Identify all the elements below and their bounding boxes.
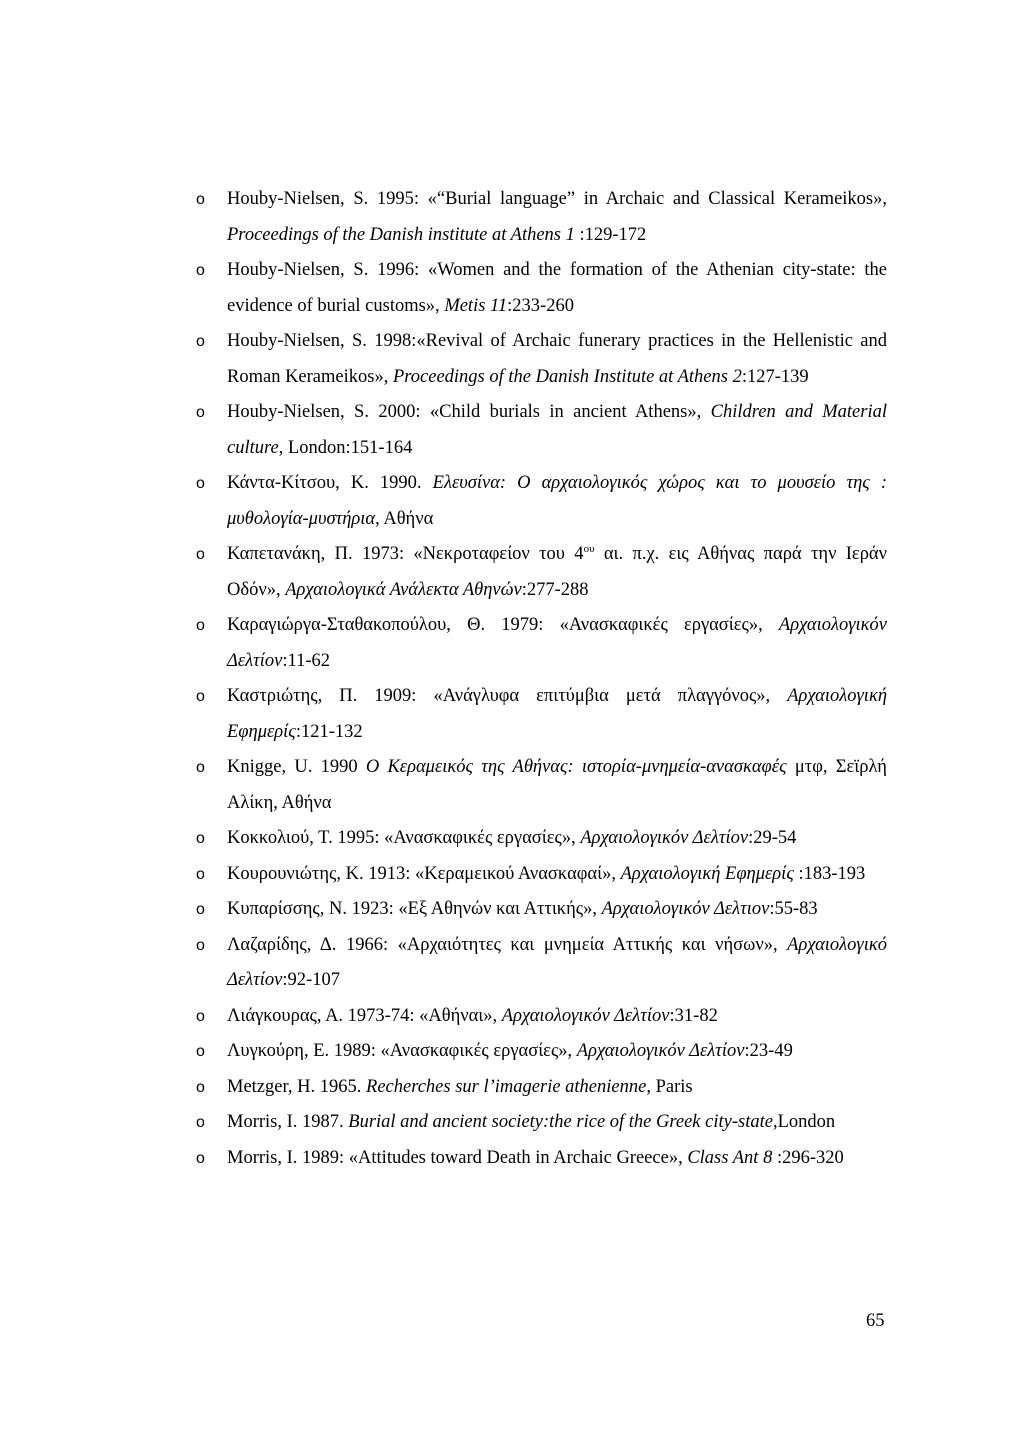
entry-text: μτφ, Σεϊρλή Αλίκη, Αθήνα xyxy=(227,757,887,813)
entry-text: Morris, I. 1989: «Attitudes toward Death in Archaic Greece», xyxy=(227,1147,688,1168)
bullet-icon: o xyxy=(196,546,205,563)
entry-text: :183-193 xyxy=(793,863,866,884)
entry-text: Λαζαρίδης, Δ. 1966: «Αρχαιότητες και μνημεία Αττικής και νήσων», xyxy=(227,934,788,955)
bullet-icon: o xyxy=(196,617,205,634)
entry-text: Houby-Nielsen, S. 2000: «Child burials in ancient Athens», xyxy=(227,402,711,422)
entry-text: :23-49 xyxy=(744,1041,793,1061)
bullet-icon: o xyxy=(196,1078,205,1096)
entry-text: Metzger, H. 1965. xyxy=(227,1076,367,1097)
bullet-icon: o xyxy=(196,1149,205,1167)
bullet-icon: o xyxy=(196,1043,205,1060)
entry-title-italic: Αρχαιολογικόν Δελτίον xyxy=(501,1005,670,1026)
bullet-icon: o xyxy=(196,191,205,208)
entry-text: Morris, I. 1987. xyxy=(227,1112,349,1132)
entry-text: Λυγκούρη, Ε. 1989: «Ανασκαφικές εργασίες», xyxy=(227,1041,577,1061)
entry-text: :121-132 xyxy=(295,721,363,742)
entry-text: Καστριώτης, Π. 1909: «Ανάγλυφα επιτύμβια μετά πλαγγόνος», xyxy=(227,686,788,706)
bibliography-entry xyxy=(0,679,887,750)
bibliography-entry xyxy=(0,892,887,928)
entry-text: Κουρουνιώτης, Κ. 1913: «Κεραμεικού Ανασκαφαί», xyxy=(227,863,621,884)
entry-text: :29-54 xyxy=(748,828,797,848)
entry-title-italic: Αρχαιολογικόν Δελτίον xyxy=(576,1041,745,1061)
entry-text: Κυπαρίσσης, Ν. 1923: «Εξ Αθηνών και Αττικής», xyxy=(227,899,602,919)
bibliography-entry xyxy=(0,1141,887,1177)
page-number: 65 xyxy=(866,1311,885,1331)
entry-title-italic: Proceedings of the Danish Institute at Athens 2 xyxy=(392,366,742,387)
bullet-icon: o xyxy=(196,333,205,350)
bibliography-entry xyxy=(0,395,887,466)
entry-title-italic: Αρχαιολογική Εφημερίς xyxy=(227,686,887,742)
entry-text: :233-260 xyxy=(507,295,574,316)
bibliography-list xyxy=(0,182,1024,1176)
bullet-icon: o xyxy=(196,262,205,279)
entry-text: Houby-Nielsen, S. 1998:«Revival of Archaic funerary practices in the Hellenistic and Roman Kerameikos», xyxy=(227,331,887,387)
bibliography-entry xyxy=(0,324,887,395)
bibliography-entry xyxy=(0,928,887,999)
entry-superscript: ου xyxy=(583,543,595,555)
entry-title-italic: Αρχαιολογικόν Δελτιον xyxy=(601,899,770,919)
entry-title-italic: Burial and ancient society:the rice of the Greek city-state xyxy=(348,1112,773,1132)
entry-text: , Paris xyxy=(646,1076,693,1097)
bullet-icon: o xyxy=(196,475,205,492)
bibliography-entry xyxy=(0,1034,887,1070)
entry-title-italic: Ο Κεραμεικός της Αθήνας: ιστορία-μνημεία-ανασκαφές xyxy=(365,757,787,777)
entry-text: Καραγιώργα-Σταθακοπούλου, Θ. 1979: «Ανασκαφικές εργασίες», xyxy=(227,615,779,635)
bibliography-entry xyxy=(0,857,887,893)
entry-title-italic: Metis 11 xyxy=(444,295,508,316)
entry-text: Houby-Nielsen, S. 1995: «“Burial language” in Archaic and Classical Kerameikos», xyxy=(227,189,887,209)
bibliography-entry xyxy=(0,1070,887,1106)
bullet-icon: o xyxy=(196,830,205,847)
bibliography-entry xyxy=(0,182,887,253)
entry-title-italic: Ελευσίνα: Ο αρχαιολογικός χώρος και το μουσείο της : μυθολογία-μυστήρια xyxy=(227,473,887,529)
bullet-icon: o xyxy=(196,865,205,883)
entry-title-italic: Αρχαιολογικά Ανάλεκτα Αθηνών xyxy=(285,579,522,600)
entry-text: Λιάγκουρας, Α. 1973-74: «Αθήναι», xyxy=(227,1005,502,1026)
bibliography-entry xyxy=(0,537,887,608)
entry-title-italic: Proceedings of the Danish institute at Athens 1 xyxy=(227,224,575,245)
entry-text: Houby-Nielsen, S. 1996: «Women and the formation of the Athenian city-state: the evidence of burial customs», xyxy=(227,260,887,316)
bullet-icon: o xyxy=(196,936,205,954)
bibliography-entry xyxy=(0,821,887,857)
bullet-icon: o xyxy=(196,404,205,421)
entry-title-italic: Recherches sur l’imagerie athenienne xyxy=(366,1076,647,1097)
bullet-icon: o xyxy=(196,688,205,705)
bullet-icon: o xyxy=(196,1114,205,1131)
entry-text: :277-288 xyxy=(521,579,589,600)
entry-text: Καπετανάκη, Π. 1973: «Νεκροταφείον του 4 xyxy=(227,544,584,564)
entry-text: , London:151-164 xyxy=(278,437,413,458)
bibliography-entry xyxy=(0,1105,887,1141)
entry-text: :296-320 xyxy=(772,1147,844,1168)
entry-title-italic: Class Ant 8 xyxy=(687,1147,773,1168)
bibliography-entry xyxy=(0,608,887,679)
entry-text: , Αθήνα xyxy=(375,508,434,529)
bibliography-entry xyxy=(0,253,887,324)
entry-text: :31-82 xyxy=(669,1005,718,1026)
bibliography-entry xyxy=(0,750,887,821)
entry-text: :127-139 xyxy=(741,366,809,387)
entry-text: Κοκκολιού, Τ. 1995: «Ανασκαφικές εργασίες», xyxy=(227,828,581,848)
entry-title-italic: Αρχαιολογικόν Δελτίον xyxy=(580,828,749,848)
entry-text: :11-62 xyxy=(282,650,331,671)
bullet-icon: o xyxy=(196,901,205,918)
entry-text: :55-83 xyxy=(769,899,818,919)
entry-title-italic: Αρχαιολογική Εφημερίς xyxy=(620,863,794,884)
entry-title-italic: Αρχαιολογικόν Δελτίον xyxy=(227,615,887,671)
entry-text: :92-107 xyxy=(282,970,340,990)
entry-text: :129-172 xyxy=(574,224,647,245)
entry-text: αι. π.χ. εις Αθήνας παρά την Ιεράν Οδόν», xyxy=(227,544,887,600)
entry-text: ,London xyxy=(772,1112,836,1132)
entry-text: Knigge, U. 1990 xyxy=(227,757,366,777)
entry-text: Κάντα-Κίτσου, Κ. 1990. xyxy=(227,473,433,493)
entry-title-italic: Αρχαιολογικό Δελτίον xyxy=(227,934,887,990)
bullet-icon: o xyxy=(196,1007,205,1025)
bibliography-entry xyxy=(0,466,887,537)
bibliography-entry xyxy=(0,999,887,1035)
entry-title-italic: Children and Material culture xyxy=(227,402,887,458)
bullet-icon: o xyxy=(196,759,205,776)
